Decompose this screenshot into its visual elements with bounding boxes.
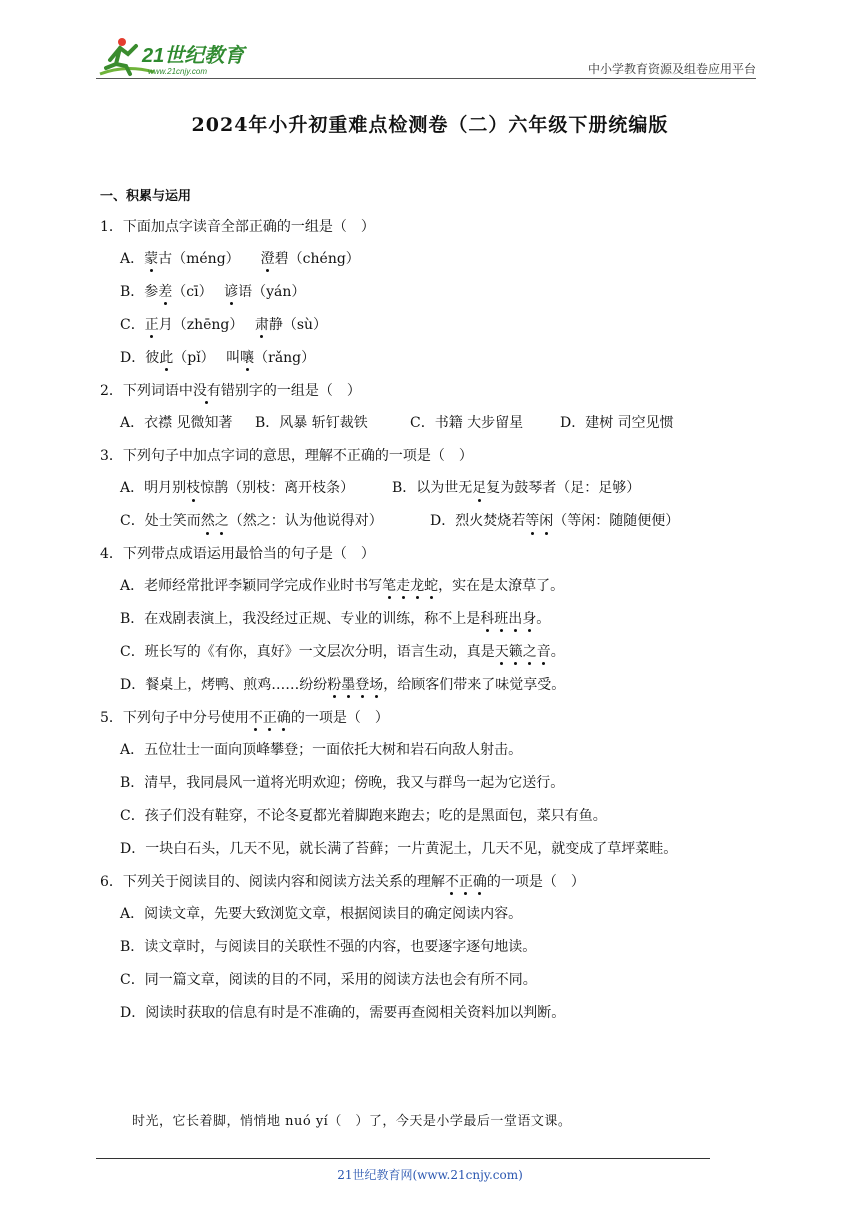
runner-logo-icon [96, 34, 256, 80]
question-6-stem: 6．下列关于阅读目的、阅读内容和阅读方法关系的理解不正确的一项是（ ） [100, 874, 585, 890]
question-4-stem: 4．下列带点成语运用最恰当的句子是（ ） [100, 546, 375, 562]
footer-divider [96, 1158, 710, 1159]
q2-options [100, 414, 760, 432]
q4-option-c: C．班长写的《有你，真好》一文层次分明，语言生动，真是天籁之音。 [120, 644, 565, 660]
question-1-stem: 1．下面加点字读音全部正确的一组是（ ） [100, 219, 375, 235]
logo-main-text: 21世纪教育 [142, 45, 245, 67]
q3-option-a: A．明月别枝惊鹊（别枝：离开枝条） [120, 480, 355, 496]
header-divider [96, 78, 756, 79]
header-platform-text: 中小学教育资源及组卷应用平台 [587, 62, 756, 76]
q2-option-b: B．风暴 斩钉裁铁 [255, 415, 368, 431]
dotted-phrase: 粉墨登场 [327, 677, 384, 693]
q4-option-a: A．老师经常批评李颖同学完成作业时书写笔走龙蛇，实在是太潦草了。 [120, 578, 565, 594]
q2-option-d: D．建树 司空见惯 [560, 415, 674, 431]
q6-option-a: A．阅读文章，先要大致浏览文章，根据阅读目的确定阅读内容。 [120, 906, 523, 922]
q3-options-ab [100, 479, 760, 497]
section-heading: 一、积累与运用 [100, 189, 192, 204]
q2-option-c: C．书籍 大步留星 [410, 415, 524, 431]
q1-option-c: C．正月（zhēng） 肃静（sù） [120, 317, 328, 333]
q1-option-d: D．彼此（pǐ） 叫嚷（rǎng） [120, 350, 316, 366]
dotted-phrase: 笔走龙蛇 [382, 578, 439, 594]
logo-url-text: www.21cnjy.com [148, 67, 207, 76]
q3-option-d: D．烈火焚烧若等闲（等闲：随随便便） [430, 513, 680, 529]
q3-option-c: C．处士笑而然之（然之：认为他说得对） [120, 513, 383, 529]
reading-passage: 时光，它长着脚，悄悄地 nuó yí（ ）了，今天是小学最后一堂语文课。 [132, 1114, 572, 1129]
question-2-stem: 2．下列词语中没有错别字的一组是（ ） [100, 383, 361, 399]
q4-option-b: B．在戏剧表演上，我没经过正规、专业的训练，称不上是科班出身。 [120, 611, 551, 627]
q1-option-b: B．参差（cī） 谚语（yán） [120, 284, 306, 300]
q3-option-b: B．以为世无足复为鼓琴者（足：足够） [392, 480, 641, 496]
footer-source: 21世纪教育网(www.21cnjy.com) [337, 1168, 523, 1182]
question-3-stem: 3．下列句子中加点字词的意思，理解不正确的一项是（ ） [100, 448, 473, 464]
q3-options-cd [100, 512, 760, 530]
q4-option-d: D．餐桌上，烤鸭、煎鸡……纷纷粉墨登场，给顾客们带来了味觉享受。 [120, 677, 566, 693]
dotted-phrase: 科班出身 [480, 611, 537, 627]
site-logo [96, 34, 256, 80]
q6-option-b: B．读文章时，与阅读目的关联性不强的内容，也要逐字逐句地读。 [120, 939, 537, 955]
q5-option-d: D．一块白石头，几天不见，就长满了苔藓；一片黄泥土，几天不见，就变成了草坪菜畦。 [120, 841, 678, 857]
q1-option-a: A．蒙古（méng） 澄碧（chéng） [120, 251, 360, 267]
q5-option-a: A．五位壮士一面向顶峰攀登；一面依托大树和岩石向敌人射击。 [120, 742, 523, 758]
exam-content [100, 188, 760, 1037]
dotted-phrase: 天籁之音 [494, 644, 551, 660]
question-5-stem: 5．下列句子中分号使用不正确的一项是（ ） [100, 710, 389, 726]
q2-option-a: A．衣襟 见微知著 [120, 415, 233, 431]
q6-option-c: C．同一篇文章，阅读的目的不同，采用的阅读方法也会有所不同。 [120, 972, 537, 988]
q6-option-d: D．阅读时获取的信息有时是不准确的，需要再查阅相关资料加以判断。 [120, 1005, 566, 1021]
page-title: 2024年小升初重难点检测卷（二）六年级下册统编版 [191, 114, 669, 136]
q5-option-c: C．孩子们没有鞋穿，不论冬夏都光着脚跑来跑去；吃的是黑面包，菜只有鱼。 [120, 808, 607, 824]
q5-option-b: B．清早，我同晨风一道将光明欢迎；傍晚，我又与群鸟一起为它送行。 [120, 775, 565, 791]
